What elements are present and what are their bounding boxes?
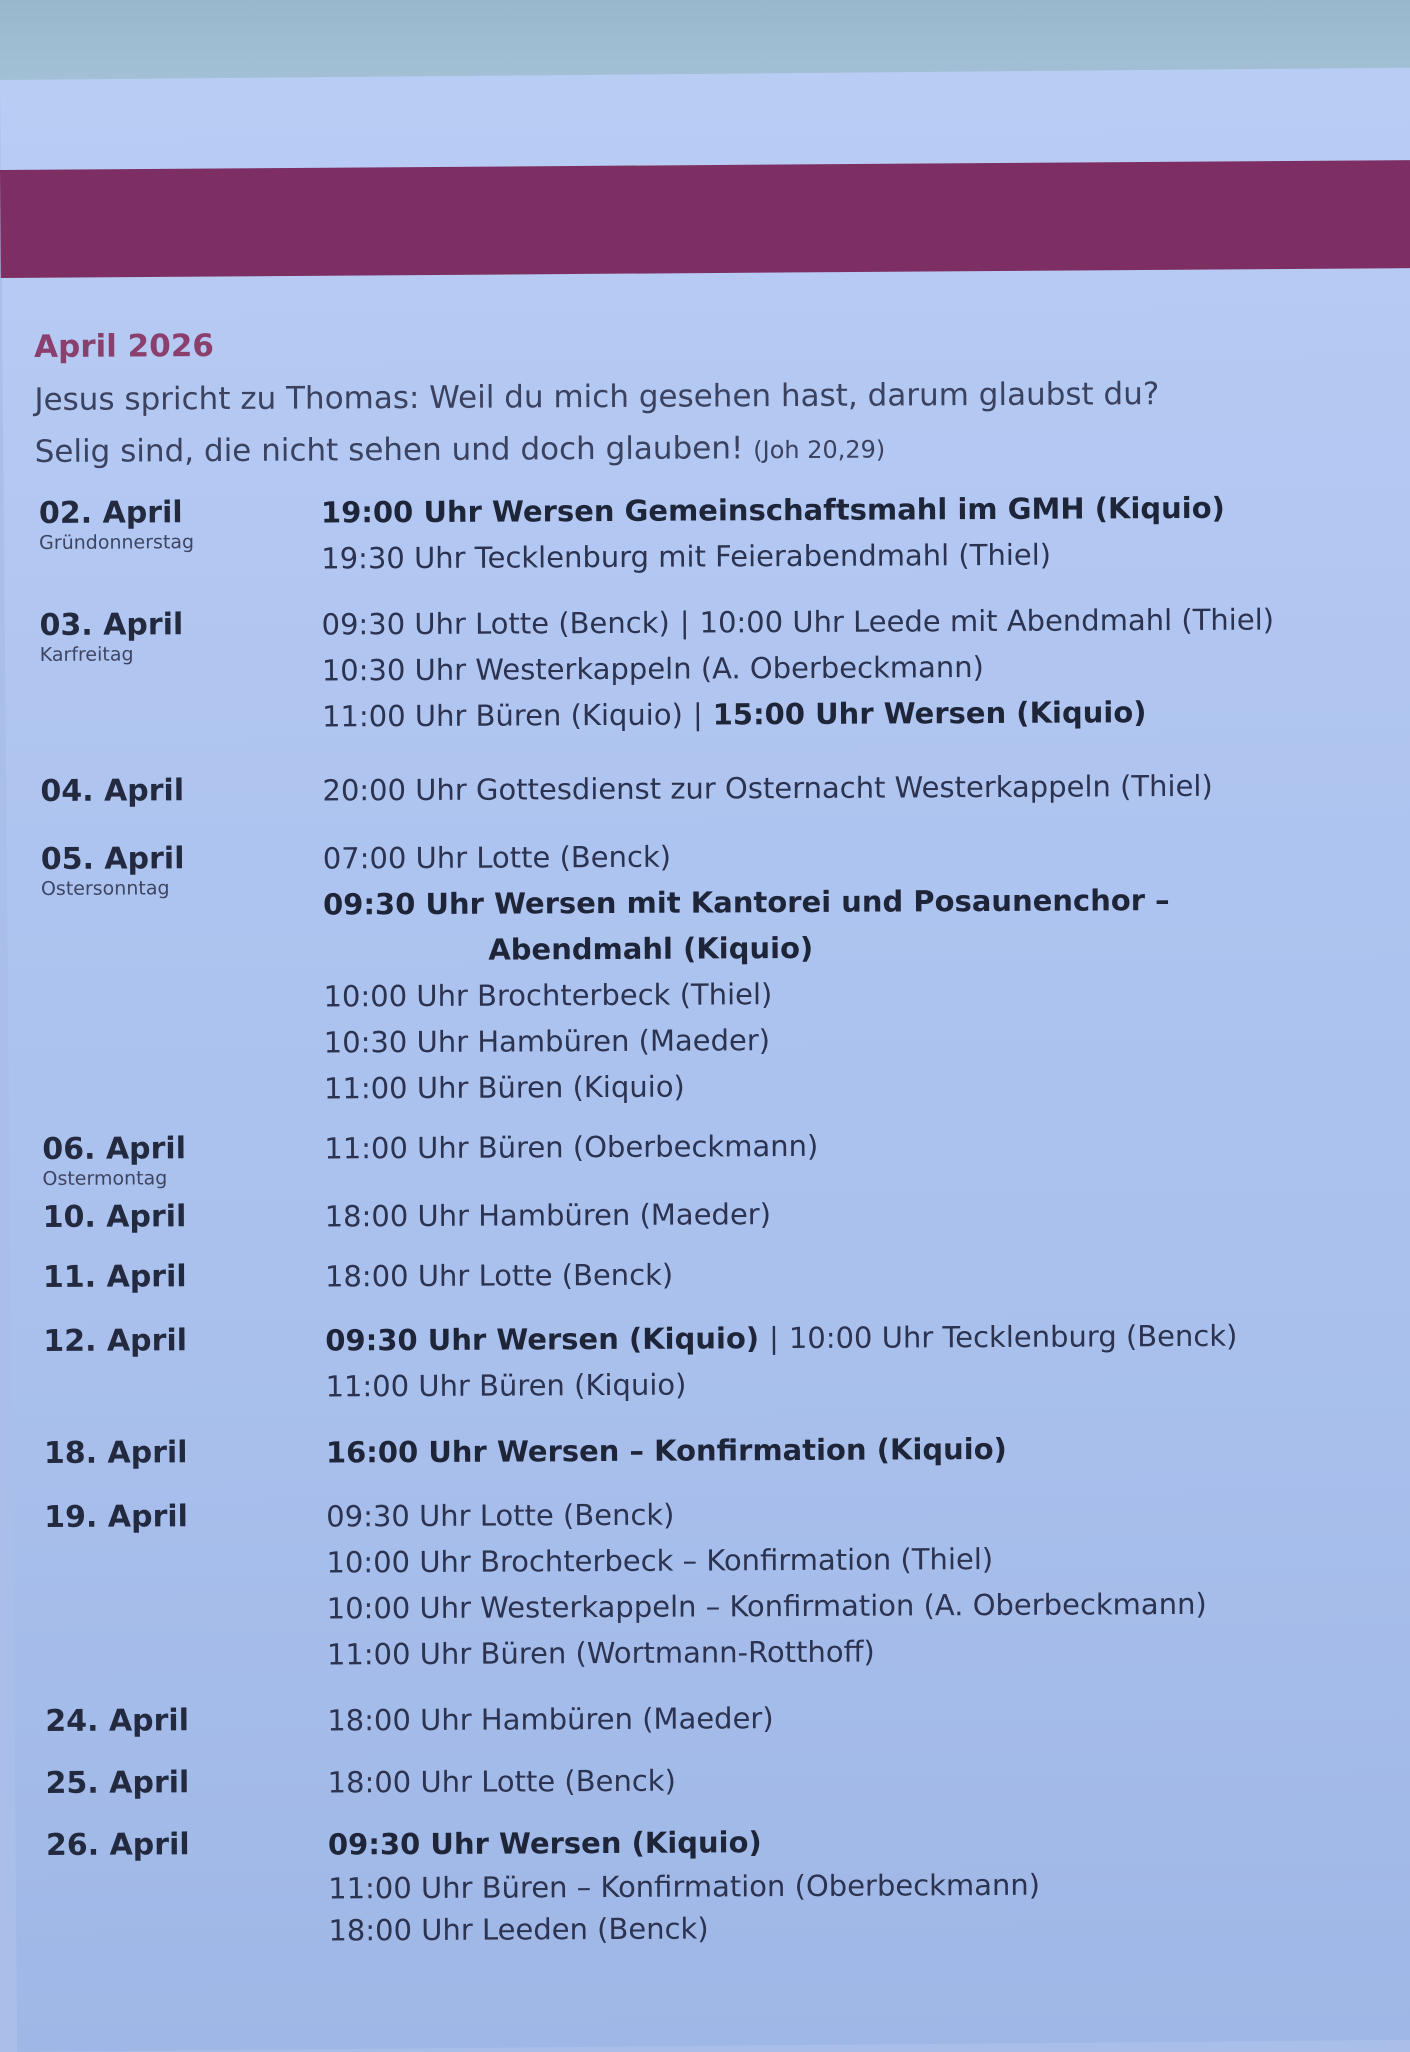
service-entry: Abendmahl (Kiquio) — [488, 930, 814, 967]
service-entry: 11:00 Uhr Büren – Konfirmation (Oberbeckmann) — [328, 1867, 1041, 1906]
day-label — [39, 607, 309, 666]
day-label — [43, 1259, 313, 1296]
day-date: 06. April — [42, 1131, 187, 1167]
header-color-band — [0, 160, 1410, 278]
day-label — [46, 1827, 316, 1864]
day-name: Ostersonntag — [40, 877, 170, 900]
service-entry: 11:00 Uhr Büren (Kiquio) — [325, 1367, 687, 1404]
separator: | — [692, 697, 703, 732]
calendar-page — [34, 319, 1385, 1948]
service-entry: 07:00 Uhr Lotte (Benck) — [322, 839, 672, 876]
service-entry: 20:00 Uhr Gottesdienst zur Osternacht Westerkappeln (Thiel) — [322, 768, 1213, 808]
day-date: 25. April — [45, 1765, 190, 1801]
day-label — [45, 1703, 315, 1740]
service-entry: 11:00 Uhr Büren (Oberbeckmann) — [324, 1128, 819, 1166]
service-entry: 18:00 Uhr Lotte (Benck) — [327, 1763, 676, 1800]
service-entry: 10:00 Uhr Westerkappeln – Konfirmation (A. Oberbeckmann) — [326, 1586, 1207, 1626]
service-entry: 11:00 Uhr Büren (Kiquio) — [321, 697, 683, 734]
service-entry: 18:00 Uhr Leeden (Benck) — [328, 1911, 709, 1948]
day-date: 03. April — [39, 607, 184, 643]
day-name: Karfreitag — [39, 643, 134, 666]
verse-line-1: Jesus spricht zu Thomas: Weil du mich gesehen hast, darum glaubst du? — [34, 376, 1160, 418]
day-date: 11. April — [42, 1259, 187, 1295]
day-name: Ostermontag — [42, 1167, 168, 1190]
separator: | — [679, 605, 690, 640]
verse-line-2-text: Selig sind, die nicht sehen und doch glauben! — [34, 430, 744, 470]
verse-reference: (Joh 20,29) — [753, 435, 886, 465]
day-label — [44, 1499, 314, 1536]
day-name: Gründonnerstag — [39, 531, 195, 554]
separator: | — [769, 1321, 779, 1356]
service-entry: 10:00 Uhr Brochterbeck (Thiel) — [323, 977, 773, 1014]
day-date: 18. April — [43, 1435, 188, 1471]
day-date: 04. April — [40, 773, 185, 809]
day-label — [44, 1435, 314, 1472]
service-entry: 15:00 Uhr Wersen (Kiquio) — [712, 695, 1147, 732]
service-entry-row — [322, 694, 1147, 734]
month-title: April 2026 — [34, 328, 214, 365]
day-label — [46, 1765, 316, 1802]
service-entry: 10:30 Uhr Westerkappeln (A. Oberbeckmann) — [321, 650, 985, 688]
day-date: 24. April — [45, 1703, 190, 1739]
service-entry: 09:30 Uhr Lotte (Benck) — [326, 1497, 675, 1534]
day-date: 02. April — [38, 495, 183, 531]
day-label — [42, 1131, 312, 1190]
service-entry: 10:30 Uhr Hambüren (Maeder) — [323, 1023, 771, 1060]
service-entry: 11:00 Uhr Büren (Wortmann-Rotthoff) — [326, 1634, 875, 1672]
service-entry: 19:30 Uhr Tecklenburg mit Feierabendmahl (Thiel) — [321, 537, 1052, 576]
day-label — [40, 773, 310, 810]
service-entry: 09:30 Uhr Lotte (Benck) — [321, 605, 670, 642]
day-label — [43, 1323, 313, 1360]
service-entry: 10:00 Uhr Leede mit Abendmahl (Thiel) — [699, 602, 1275, 640]
service-entry-row — [325, 1318, 1237, 1359]
day-label — [39, 495, 309, 554]
day-date: 05. April — [40, 841, 185, 877]
service-entry-row — [321, 602, 1274, 643]
service-entry: 18:00 Uhr Hambüren (Maeder) — [327, 1701, 774, 1738]
bible-verse — [34, 367, 1385, 480]
service-entry: 10:00 Uhr Brochterbeck – Konfirmation (Thiel) — [326, 1541, 994, 1580]
service-entry: 18:00 Uhr Lotte (Benck) — [324, 1257, 674, 1294]
service-entry: 11:00 Uhr Büren (Kiquio) — [323, 1069, 685, 1106]
service-entry: 10:00 Uhr Tecklenburg (Benck) — [788, 1318, 1238, 1356]
service-entry: 09:30 Uhr Wersen (Kiquio) — [325, 1321, 760, 1358]
day-label — [41, 841, 311, 900]
verse-line-2 — [35, 419, 1385, 480]
service-entry: 18:00 Uhr Hambüren (Maeder) — [324, 1197, 772, 1234]
service-entry: 09:30 Uhr Wersen mit Kantorei und Posaunenchor – — [322, 883, 1170, 922]
service-entry: 19:00 Uhr Wersen Gemeinschaftsmahl im GMH (Kiquio) — [320, 490, 1225, 530]
day-date: 12. April — [43, 1323, 188, 1359]
day-date: 26. April — [45, 1827, 190, 1863]
service-entry: 16:00 Uhr Wersen – Konfirmation (Kiquio) — [325, 1431, 1007, 1470]
day-date: 10. April — [42, 1199, 187, 1235]
day-date: 19. April — [44, 1499, 188, 1535]
service-entry: 09:30 Uhr Wersen (Kiquio) — [327, 1825, 762, 1862]
day-label — [43, 1199, 313, 1236]
